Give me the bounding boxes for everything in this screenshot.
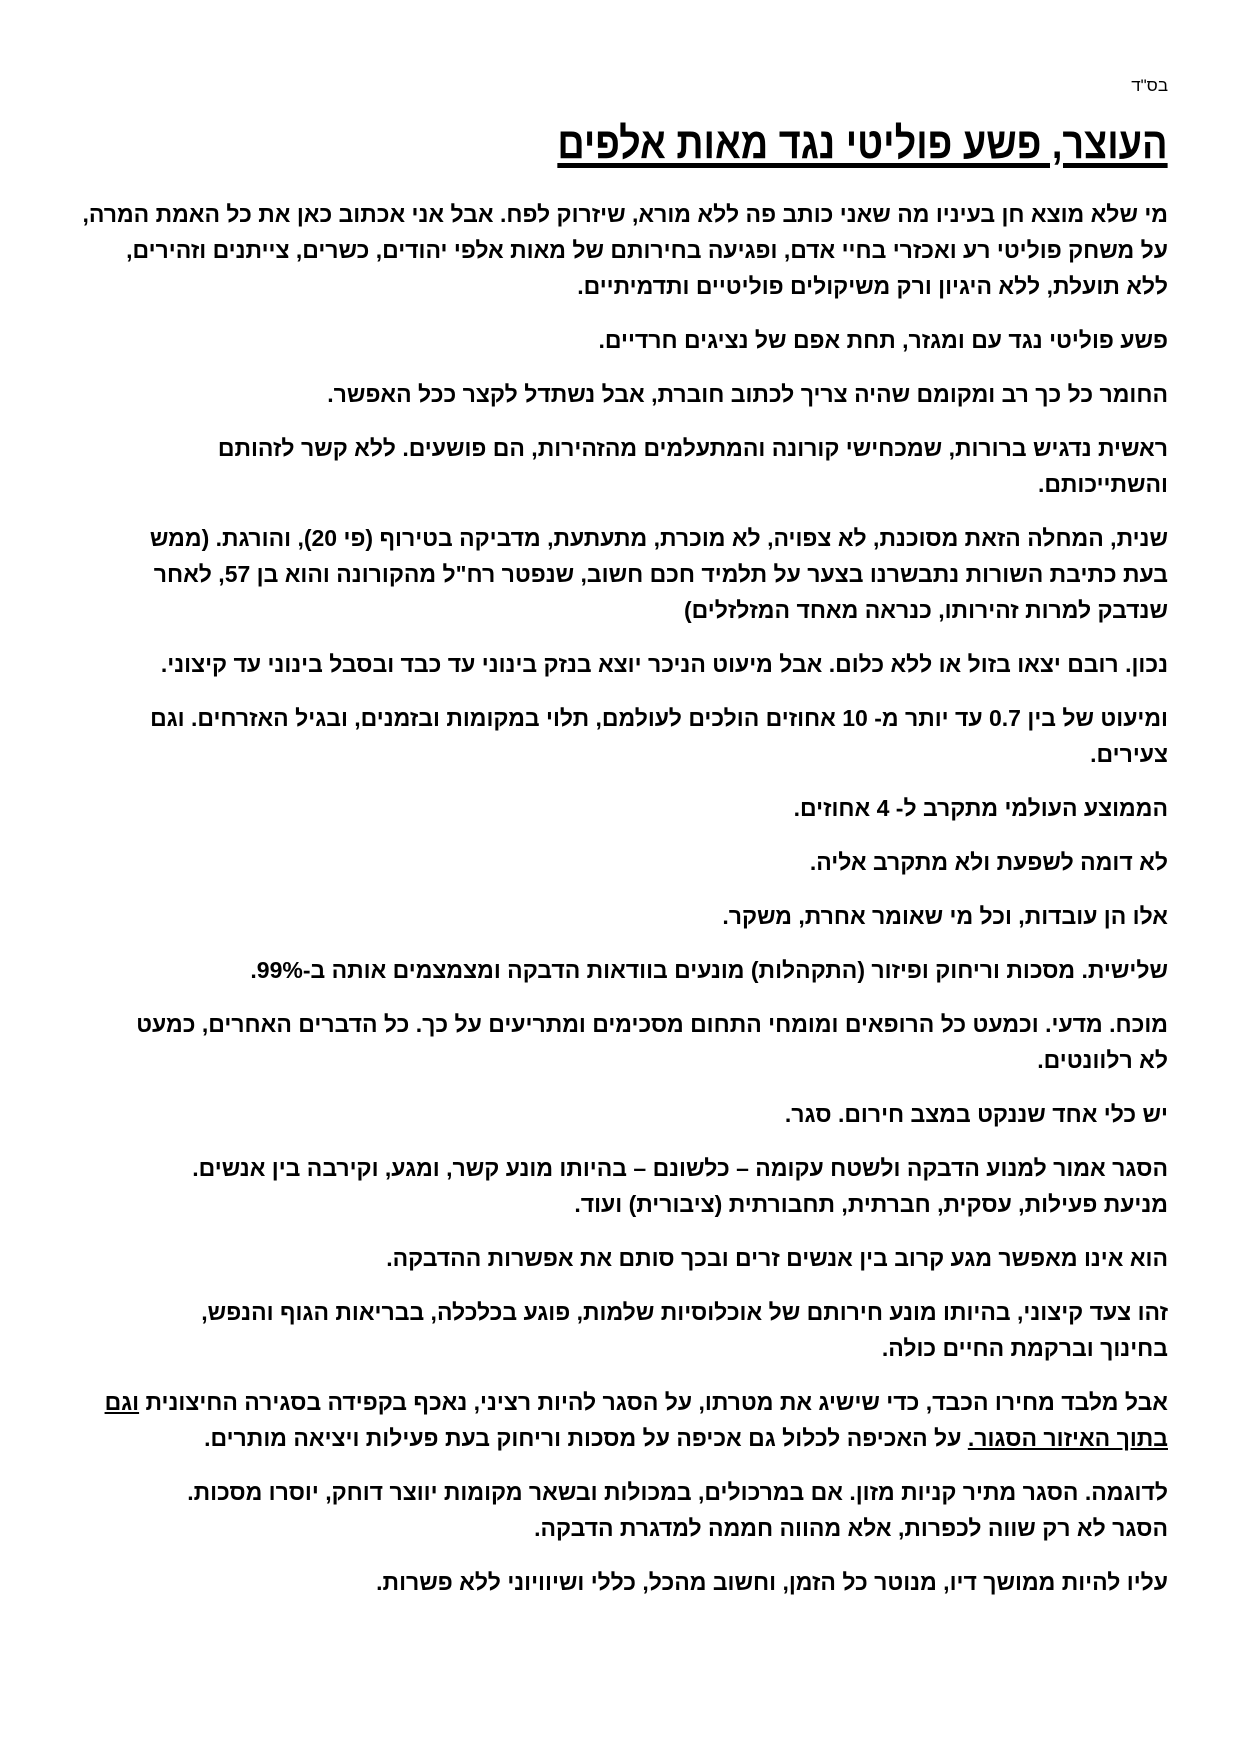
paragraph-proven: מוכח. מדעי. וכמעט כל הרופאים ומומחי התחום מסכימים ומתריעים על כך. כל הדברים האחרים, כמעט לא רלוונטים. xyxy=(136,1011,1168,1073)
paragraph-not-flu: לא דומה לשפעת ולא מתקרב אליה. xyxy=(809,849,1168,875)
enforcement-text-before: אבל מלבד מחירו הכבד, כדי שישיג את מטרתו, על הסגר להיות רציני, נאכף בקפידה בסגירה החיצונית xyxy=(139,1389,1168,1415)
paragraph-lockdown-tool: יש כלי אחד שננקט במצב חירום. סגר. xyxy=(784,1101,1168,1127)
paragraph-correct: נכון. רובם יצאו בזול או ללא כלום. אבל מיעוט הניכר יוצא בנזק בינוני עד כבד ובסבל בינוני עד קיצוני. xyxy=(160,651,1168,677)
paragraph-minority: ומיעוט של בין 0.7 עד יותר מ- 10 אחוזים הולכים לעולמם, תלוי במקומות ובזמנים, ובגיל האזרחים. וגם צעירים. xyxy=(150,705,1168,767)
paragraph-material: החומר כל כך רב ומקומם שהיה צריך לכתוב חוברת, אבל נשתדל לקצר ככל האפשר. xyxy=(327,381,1168,407)
paragraph-third: שלישית. מסכות וריחוק ופיזור (התקהלות) מונעים בוודאות הדבקה ומצמצמים אותה ב-99%. xyxy=(250,957,1168,983)
paragraph-no-contact: הוא אינו מאפשר מגע קרוב בין אנשים זרים ובכך סותם את אפשרות ההדבקה. xyxy=(386,1245,1168,1271)
paragraph-second: שנית, המחלה הזאת מסוכנת, לא צפויה, לא מוכרת, מתעתעת, מדביקה בטירוף (פי 20), והורגת. (ממש בעת כתיבת השורות נתבשרנו בצער על תלמיד חכם חשוב, שנפטר רח"ל מהקורונה והוא בן 57, לאחר שנדבק למרות זהירותו, כנראה מאחד המזלזלים) xyxy=(149,525,1168,623)
paragraph-intro: מי שלא מוצא חן בעיניו מה שאני כותב פה ללא מורא, שיזרוק לפח. אבל אני אכתוב כאן את כל האמת המרה, על משחק פוליטי רע ואכזרי בחיי אדם, ופגיעה בחירותם של מאות אלפי יהודים, כשרים, צייתנים וזהירים, ללא תועלת, ללא היגיון ורק משיקולים פוליטיים ותדמיתיים. xyxy=(82,201,1168,299)
header-mark: בס"ד xyxy=(1131,76,1168,95)
paragraph-average: הממוצע העולמי מתקרב ל- 4 אחוזים. xyxy=(793,795,1168,821)
document-title: העוצר, פשע פוליטי נגד מאות אלפים xyxy=(557,119,1168,168)
paragraph-conclusion: עליו להיות ממושך דיו, מנוטר כל הזמן, וחשוב מהכל, כללי ושיוויוני ללא פשרות. xyxy=(376,1569,1168,1595)
enforcement-underlined-text: וגם בתוך האיזור הסגור. xyxy=(104,1389,1168,1451)
paragraph-extreme-step: זהו צעד קיצוני, בהיותו מונע חירותם של אוכלוסיות שלמות, פוגע בכלכלה, בבריאות הגוף והנפש, בחינוך וברקמת החיים כולה. xyxy=(201,1299,1168,1361)
enforcement-text-after: על האכיפה לכלול גם אכיפה על מסכות וריחוק בעת פעילות ויציאה מותרים. xyxy=(204,1425,968,1451)
paragraph-political-crime: פשע פוליטי נגד עם ומגזר, תחת אפם של נציגים חרדיים. xyxy=(598,327,1168,353)
paragraph-example: לדוגמה. הסגר מתיר קניות מזון. אם במרכולים, במכולות ובשאר מקומות יווצר דוחק, יוסרו מסכות. הסגר לא רק שווה לכפרות, אלא מהווה חממה למדגרת הדבקה. xyxy=(187,1479,1168,1541)
paragraph-first: ראשית נדגיש ברורות, שמכחישי קורונה והמתעלמים מהזהירות, הם פושעים. ללא קשר לזהותם והשתייכותם. xyxy=(217,435,1168,497)
document-body xyxy=(78,196,1168,1618)
paragraph-lockdown-purpose: הסגר אמור למנוע הדבקה ולשטח עקומה – כלשונם – בהיותו מונע קשר, ומגע, וקירבה בין אנשים. מניעת פעילות, עסקית, חברתית, תחבורתית (ציבורית) ועוד. xyxy=(192,1155,1168,1217)
paragraph-facts: אלו הן עובדות, וכל מי שאומר אחרת, משקר. xyxy=(722,903,1168,929)
paragraph-enforcement xyxy=(78,1384,1168,1456)
